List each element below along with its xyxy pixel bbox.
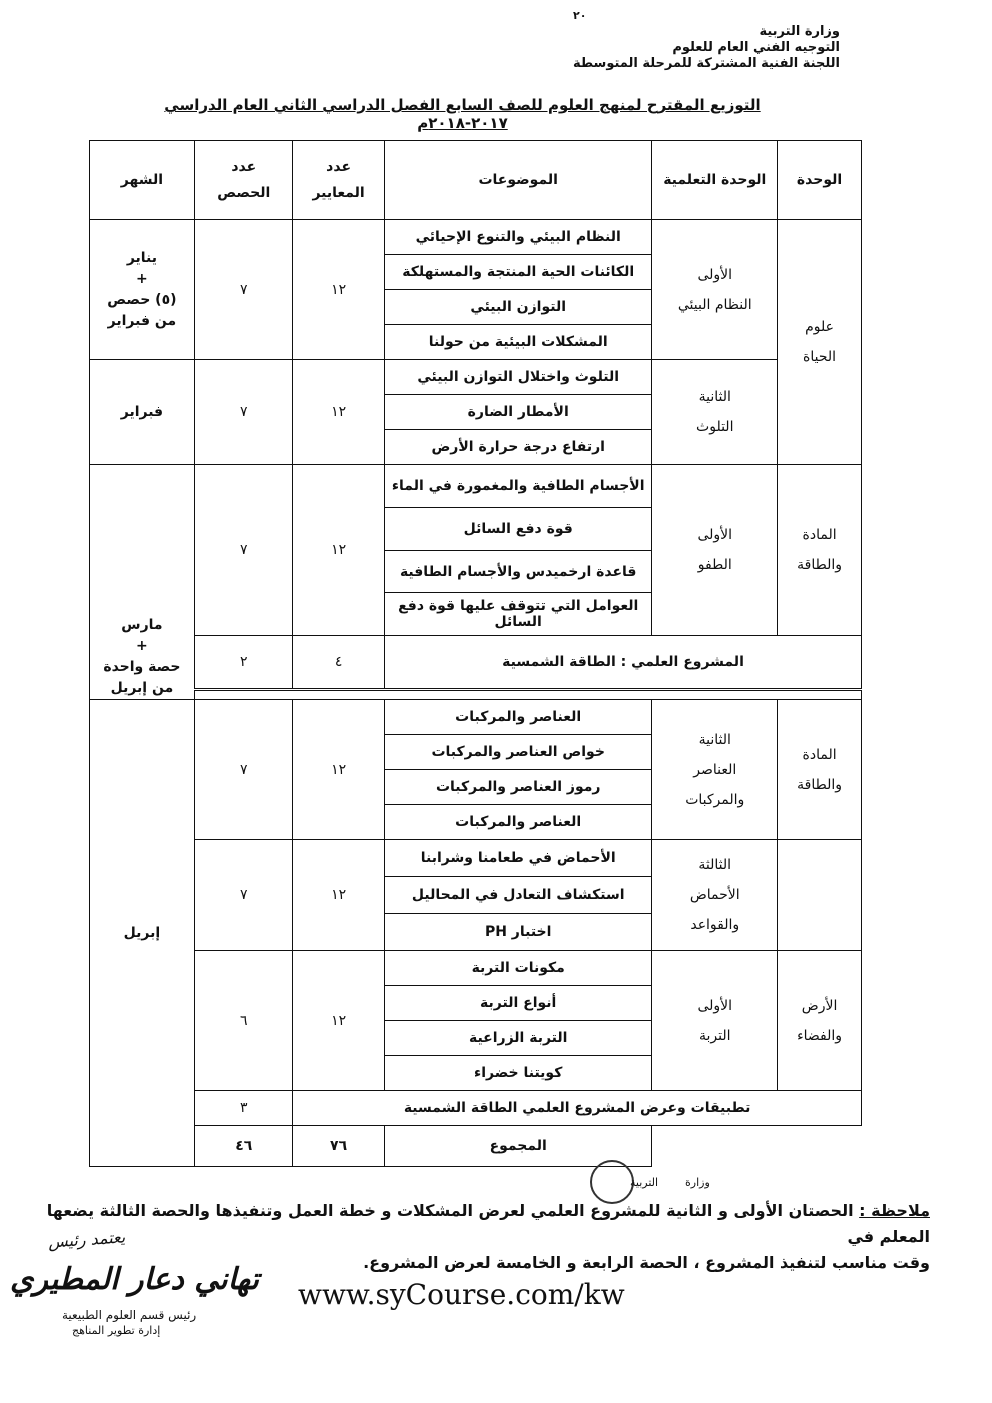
edu-unit-elements: الثانية العناصر والمركبات	[652, 700, 778, 840]
topic-cell: قوة دفع السائل	[385, 507, 652, 550]
stamp-text: وزارة	[685, 1176, 710, 1189]
table-row	[89, 700, 862, 735]
topic-cell: كويتنا خضراء	[385, 1056, 652, 1091]
header-unit: الوحدة	[778, 141, 862, 220]
unit-matter-energy-2: المادة والطاقة	[778, 700, 862, 840]
topic-cell: رموز العناصر والمركبات	[385, 770, 652, 805]
committee-name: اللجنة الفنية المشتركة للمرحلة المتوسطة	[572, 56, 840, 71]
topic-cell: التربة الزراعية	[385, 1021, 652, 1056]
signature-line-3: إدارة تطوير المناهج	[72, 1324, 161, 1337]
standards-count: ١٢	[293, 700, 385, 840]
standards-count: ١٢	[293, 465, 385, 636]
table-row	[89, 636, 862, 690]
month-january: يناير + (٥) حصص من فبراير	[89, 220, 195, 360]
topic-cell: أنواع التربة	[385, 986, 652, 1021]
unit-empty	[778, 840, 862, 951]
topic-cell: التوازن البيئي	[385, 290, 652, 325]
table-header-row	[89, 141, 862, 220]
stamp-text: التربية	[630, 1176, 659, 1189]
table-row	[89, 840, 862, 877]
separator-row	[89, 690, 862, 700]
header-topics: الموضوعات	[385, 141, 652, 220]
table-row	[89, 220, 862, 255]
note-label: ملاحظة :	[859, 1201, 930, 1220]
unit-earth-space: الأرض والفضاء	[778, 951, 862, 1091]
lessons-count: ٧	[195, 840, 293, 951]
topic-cell: العوامل التي تتوقف عليها قوة دفع السائل	[385, 593, 652, 636]
signature-line-1: يعتمد رئيس	[47, 1227, 126, 1252]
unit-matter-energy: المادة والطاقة	[778, 465, 862, 636]
department-name: التوجيه الفني العام للعلوم	[672, 40, 840, 55]
edu-unit-soil: الأولى التربة	[652, 951, 778, 1091]
note-line-1: الحصتان الأولى و الثانية للمشروع العلمي لعرض المشكلات و خطة العمل وتنفيذها والحصة الثالثة يضعها المعلم في	[46, 1201, 930, 1246]
standards-count: ١٢	[293, 360, 385, 465]
header-month: الشهر	[89, 141, 195, 220]
topic-cell: خواص العناصر والمركبات	[385, 735, 652, 770]
month-march: مارس + حصة واحدة من إبريل	[89, 465, 195, 700]
table-row	[89, 360, 862, 395]
lessons-count: ٧	[195, 700, 293, 840]
total-lessons: ٤٦	[195, 1126, 293, 1167]
header-edu-unit: الوحدة التعلمية	[652, 141, 778, 220]
header-standards: عدد المعايير	[293, 141, 385, 220]
topic-cell: التلوث واختلال التوازن البيئي	[385, 360, 652, 395]
applications-cell: تطبيقات وعرض المشروع العلمي الطاقة الشمسية	[293, 1091, 862, 1126]
month-february: فبراير	[89, 360, 195, 465]
topic-cell: مكونات التربة	[385, 951, 652, 986]
topic-cell: النظام البيئي والتنوع الإحيائي	[385, 220, 652, 255]
ministry-name: وزارة التربية	[759, 24, 840, 39]
lessons-count: ٣	[195, 1091, 293, 1126]
topic-cell: قاعدة ارخميدس والأجسام الطافية	[385, 550, 652, 593]
standards-count: ١٢	[293, 220, 385, 360]
signature-block	[0, 1210, 260, 1380]
table-row	[89, 1091, 862, 1126]
signature-line-2: رئيس قسم العلوم الطبيعية	[62, 1308, 197, 1322]
document-title: التوزيع المقترح لمنهج العلوم للصف السابع الفصل الدراسي الثاني العام الدراسي ٢٠١٧-٢٠١٨م	[164, 96, 761, 132]
standards-count: ٤	[293, 636, 385, 690]
edu-unit-pollution: الثانية التلوث	[652, 360, 778, 465]
edu-unit-acids: الثالثة الأحماض والقواعد	[652, 840, 778, 951]
topic-cell: المشكلات البيئية من حولنا	[385, 325, 652, 360]
page-number: ٢٠	[572, 9, 587, 22]
topic-cell: الأمطار الضارة	[385, 395, 652, 430]
total-row	[89, 1126, 862, 1167]
curriculum-table	[88, 140, 862, 1167]
lessons-count: ٧	[195, 465, 293, 636]
standards-count: ١٢	[293, 840, 385, 951]
lessons-count: ٦	[195, 951, 293, 1091]
topic-cell: العناصر والمركبات	[385, 700, 652, 735]
topic-cell: العناصر والمركبات	[385, 805, 652, 840]
topic-cell: اختبار PH	[385, 914, 652, 951]
topic-cell: الأجسام الطافية والمغمورة في الماء	[385, 465, 652, 508]
note-line-2: وقت مناسب لتنفيذ المشروع ، الحصة الرابعة و الخامسة لعرض المشروع.	[363, 1253, 930, 1272]
topic-cell: الأحماض في طعامنا وشرابنا	[385, 840, 652, 877]
website-watermark: www.syCourse.com/kw	[298, 1278, 625, 1311]
total-standards: ٧٦	[293, 1126, 385, 1167]
unit-life-sciences: علوم الحياة	[778, 220, 862, 465]
project-cell: المشروع العلمي : الطاقة الشمسية	[385, 636, 862, 690]
header-lessons: عدد الحصص	[195, 141, 293, 220]
total-label: المجموع	[385, 1126, 652, 1167]
signature-name: تهاني دعار المطيري	[10, 1262, 259, 1297]
table-row	[89, 465, 862, 508]
topic-cell: ارتفاع درجة حرارة الأرض	[385, 430, 652, 465]
lessons-count: ٢	[195, 636, 293, 690]
edu-unit-buoyancy: الأولى الطفو	[652, 465, 778, 636]
table-row	[89, 951, 862, 986]
ministry-header	[573, 8, 840, 72]
month-april: إبريل	[89, 700, 195, 1167]
standards-count: ١٢	[293, 951, 385, 1091]
lessons-count: ٧	[195, 220, 293, 360]
topic-cell: استكشاف التعادل في المحاليل	[385, 877, 652, 914]
lessons-count: ٧	[195, 360, 293, 465]
topic-cell: الكائنات الحية المنتجة والمستهلكة	[385, 255, 652, 290]
edu-unit-ecosystem: الأولى النظام البيئي	[652, 220, 778, 360]
